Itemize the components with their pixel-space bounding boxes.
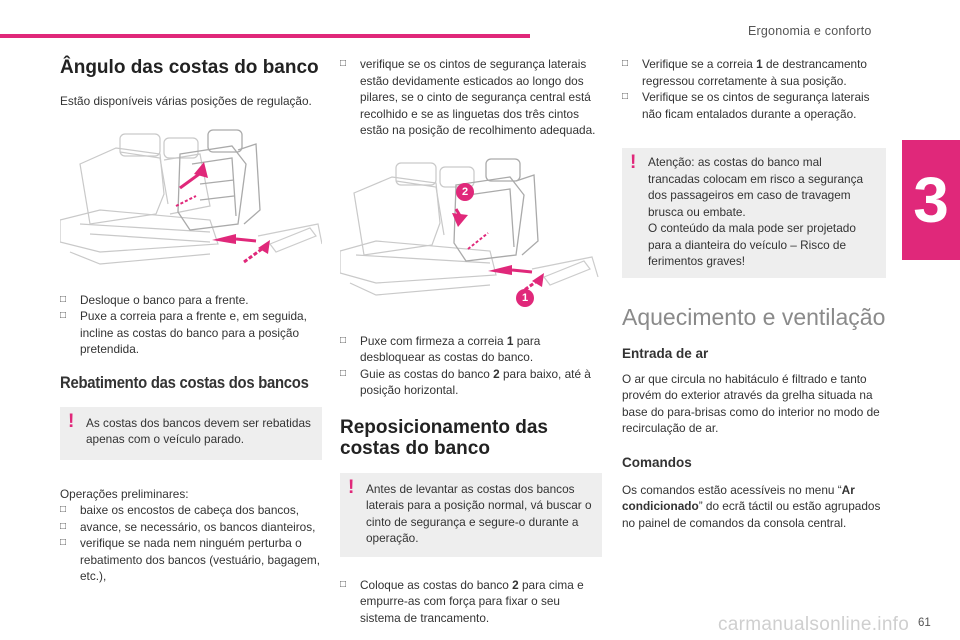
repos-warning-text: Antes de levantar as costas dos bancos laterais para a posição normal, vá buscar o cinto de segurança e segure-o durante a operação. (366, 481, 592, 545)
safety-warning-box (622, 148, 886, 278)
safety-warning-text-1: Atenção: as costas do banco mal trancadas colocam em risco a segurança dos passageiros em caso de travagem brusca ou embate. (648, 155, 864, 219)
prelim-list (60, 502, 322, 585)
column-3 (622, 52, 886, 531)
chapter-title: Ergonomia e conforto (748, 24, 872, 38)
list-item: □ verifique se os cintos de segurança laterais estão devidamente esticados ao longo dos pilares, se o cinto de segurança central está recolhido e se as linguetas dos três cintos estão na posição de recolhimento adequada. (340, 56, 602, 139)
warning-icon: ! (68, 410, 75, 432)
repos-warning-box (340, 473, 602, 557)
section-title-folding: Rebatimento das costas dos bancos (60, 373, 309, 392)
seat-recline-illustration (60, 124, 322, 274)
list-item: □ avance, se necessário, os bancos dianteiros, (60, 519, 322, 536)
list-item: □ verifique se nada nem ninguém perturba o rebatimento dos bancos (vestuário, bagagem, etc.), (60, 535, 322, 585)
chapter-number-tab: 3 (902, 140, 960, 260)
warning-icon: ! (630, 152, 637, 173)
section-title-repositioning: Reposicionamento das costas do banco (340, 416, 548, 459)
fold-steps (340, 333, 602, 399)
intro-text: Estão disponíveis várias posições de regulação. (60, 94, 312, 108)
column-2 (340, 52, 602, 626)
rear-seats-fold-drawing (340, 153, 602, 313)
prelim-label: Operações preliminares: (60, 486, 189, 501)
recline-steps (60, 292, 322, 358)
list-item: □ Puxe com firmeza a correia 1 para desbloquear as costas do banco. (340, 333, 602, 366)
page-number: 61 (918, 617, 931, 629)
callout-2: 2 (456, 183, 474, 201)
air-intake-text: O ar que circula no habitáculo é filtrado e tanto provém do exterior através da grelha situada na base do para-brisas como do interior no modo de recirculação de ar. (622, 371, 880, 435)
list-item: □ Desloque o banco para a frente. (60, 292, 322, 309)
fold-warning-box (60, 407, 322, 460)
column-1 (60, 52, 322, 585)
watermark: carmanualsonline.info (718, 614, 910, 635)
section-title-backrest-angle: Ângulo das costas do banco (60, 57, 319, 78)
check-belts-list (340, 56, 602, 139)
controls-text: Os comandos estão acessíveis no menu “Ar condicionado” do ecrã táctil ou estão agrupados no painel de comandos da consola central. (622, 482, 881, 530)
list-item: □ Puxe a correia para a frente e, em seguida, incline as costas do banco para a posição pretendida. (60, 308, 322, 358)
header-accent-bar (0, 34, 530, 38)
repos-steps (340, 577, 602, 627)
list-item: □ Coloque as costas do banco 2 para cima e empurre-as com força para fixar o seu sistema de trancamento. (340, 577, 602, 627)
section-title-heating: Aquecimento e ventilação (622, 303, 886, 330)
final-checks (622, 56, 886, 122)
seat-fold-illustration (340, 153, 602, 313)
list-item: □ Guie as costas do banco 2 para baixo, até à posição horizontal. (340, 366, 602, 399)
fold-warning-text: As costas dos bancos devem ser rebatidas apenas com o veículo parado. (86, 415, 311, 446)
callout-1: 1 (516, 289, 534, 307)
list-item: □ Verifique se a correia 1 de destrancamento regressou corretamente à sua posição. (622, 56, 886, 89)
safety-warning-text-2: O conteúdo da mala pode ser projetado para a dianteira do veículo – Risco de ferimentos graves! (648, 221, 856, 268)
list-item: □ baixe os encostos de cabeça dos bancos, (60, 502, 322, 519)
warning-icon: ! (348, 476, 355, 498)
list-item: □ Verifique se os cintos de segurança laterais não ficam entalados durante a operação. (622, 89, 886, 122)
rear-seats-drawing (60, 124, 322, 274)
subtitle-controls: Comandos (622, 454, 692, 470)
subtitle-air-intake: Entrada de ar (622, 345, 709, 361)
